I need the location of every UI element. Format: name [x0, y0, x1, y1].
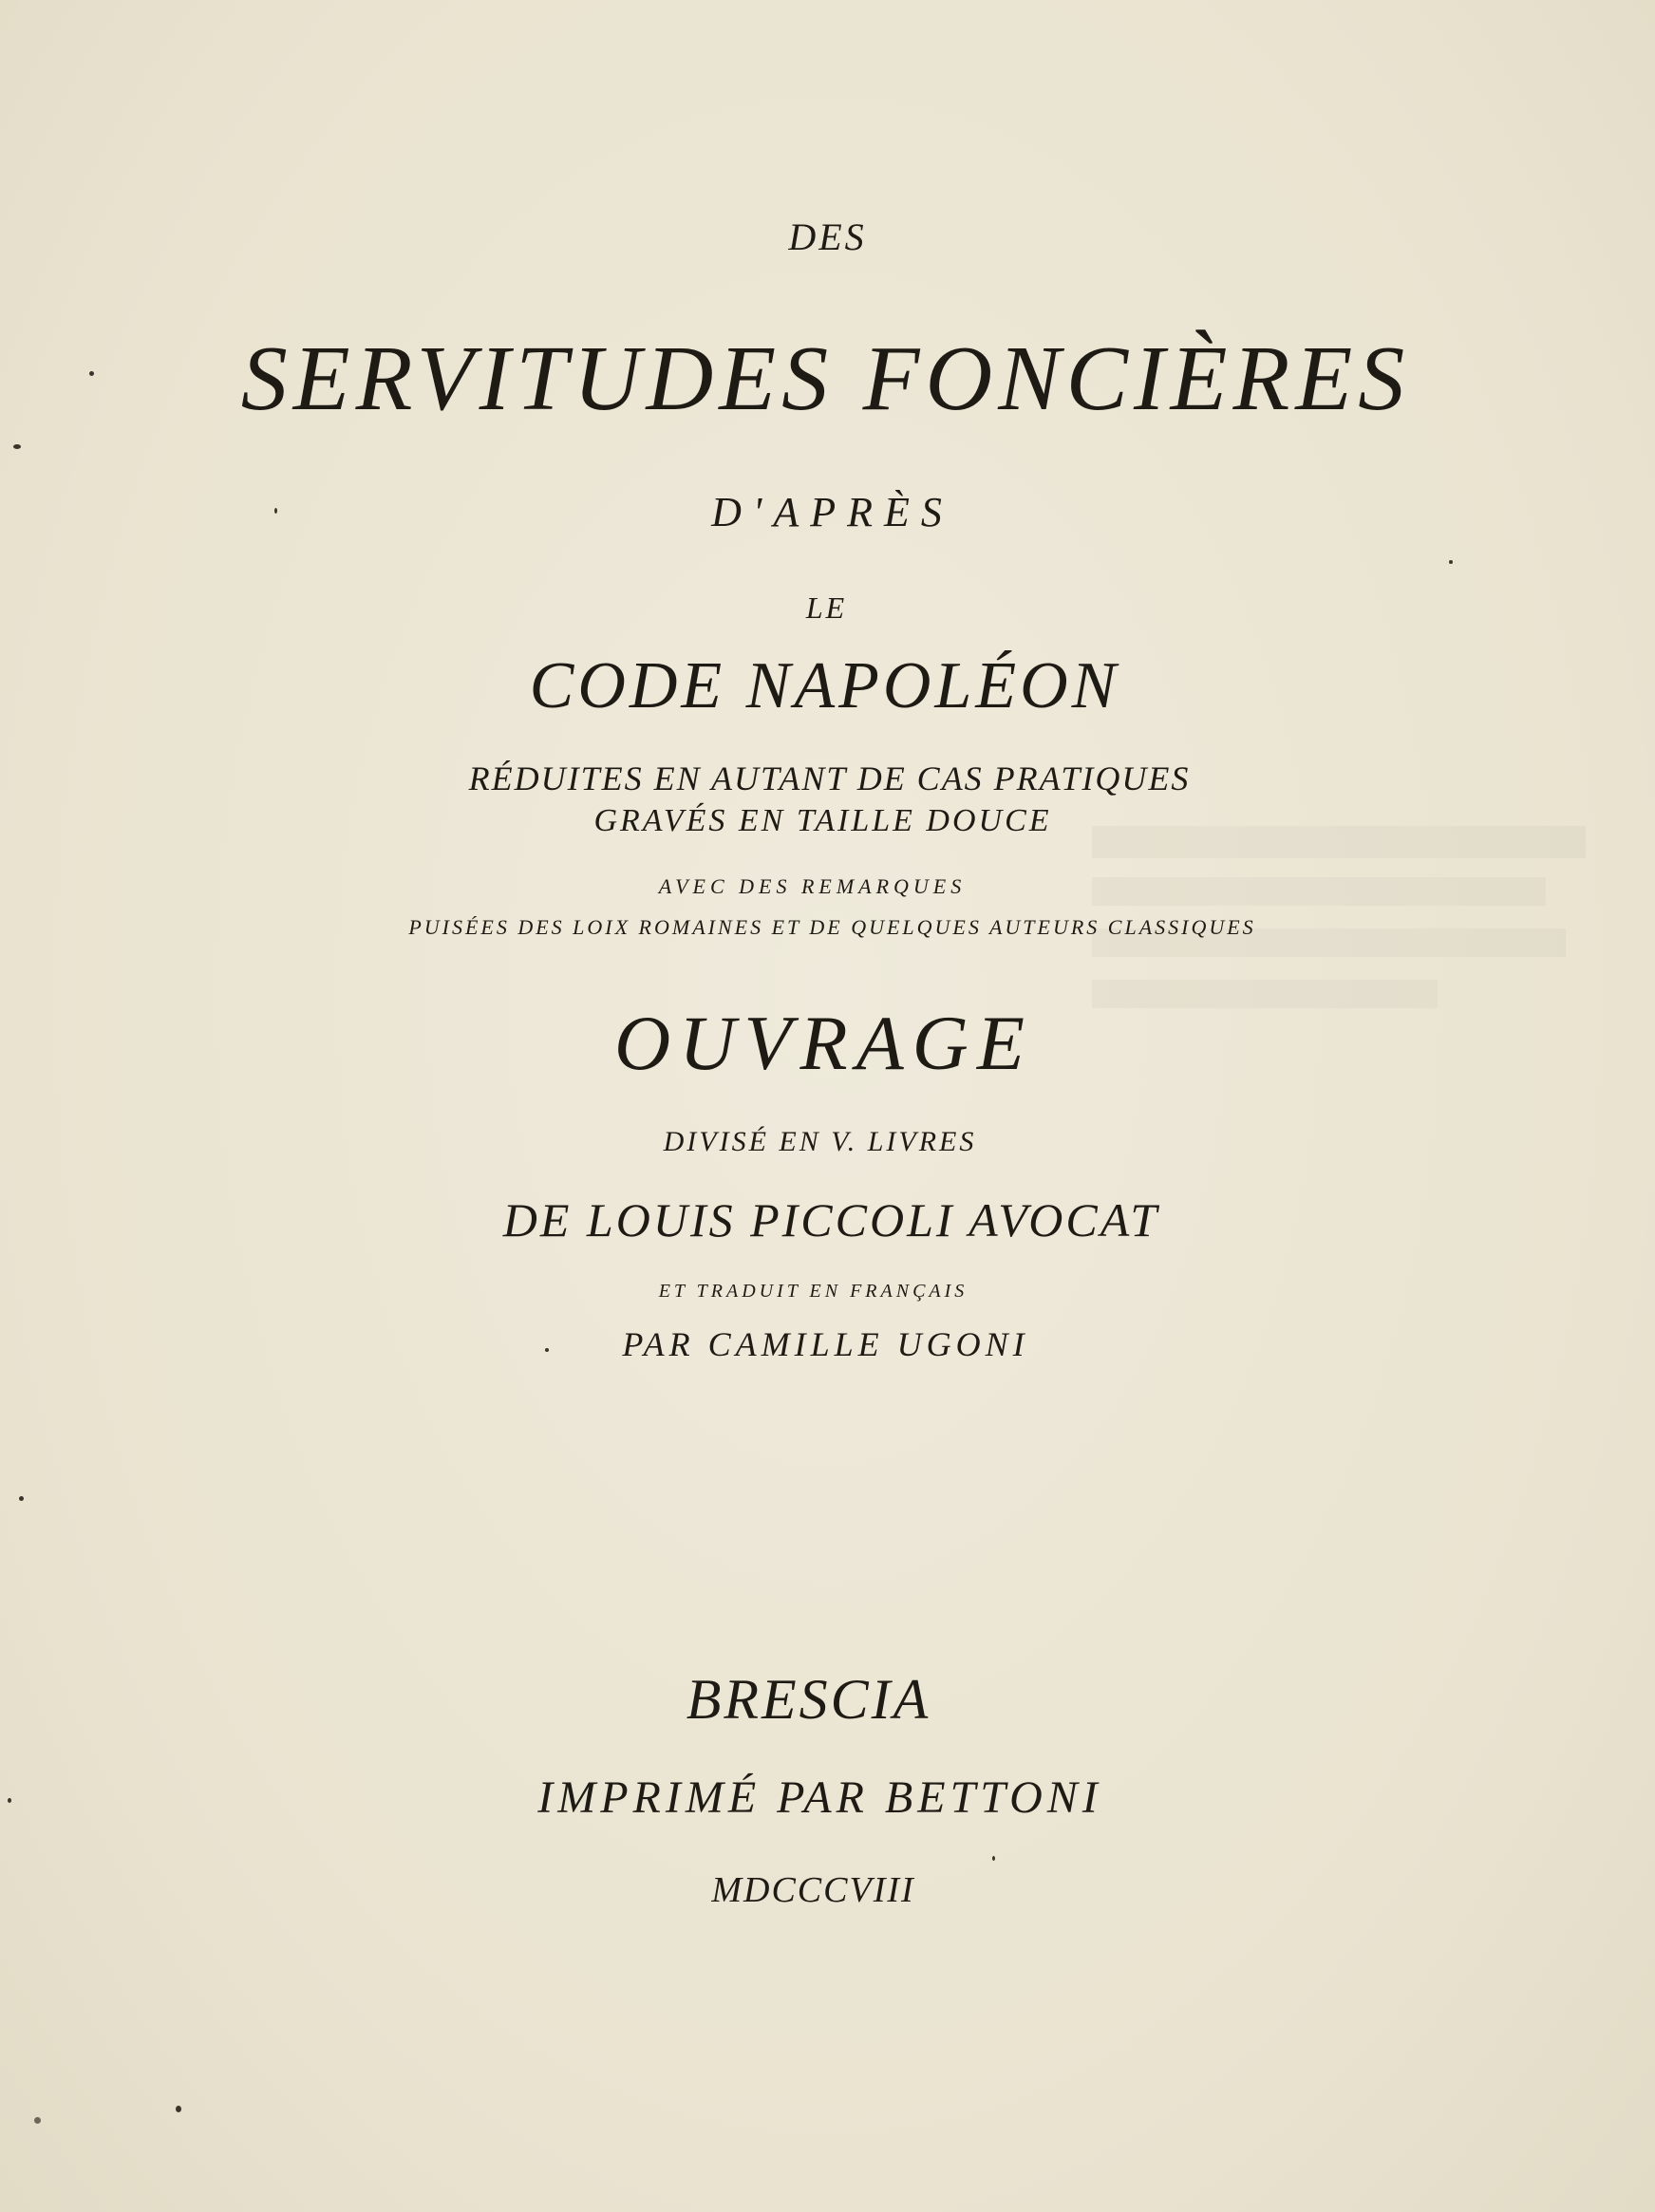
paper-speck [8, 1798, 11, 1803]
title-dapres: D'APRÈS [711, 489, 953, 535]
imprint-year: MDCCCVIII [711, 1870, 915, 1910]
paper-speck [89, 371, 94, 376]
paper-speck [1449, 560, 1453, 564]
divise-en-livres: DIVISÉ EN V. LIVRES [663, 1126, 977, 1157]
author-line: DE LOUIS PICCOLI AVOCAT [502, 1193, 1160, 1247]
paper-speck [19, 1496, 24, 1501]
imprint-city: BRESCIA [686, 1668, 931, 1731]
ouvrage: OUVRAGE [613, 1000, 1033, 1086]
remarks-line-1: AVEC DES REMARQUES [658, 874, 967, 898]
paper-speck [176, 2106, 181, 2112]
remarks-line-2: PUISÉES DES LOIX ROMAINES ET DE QUELQUES AUTEURS CLASSIQUES [408, 915, 1256, 939]
translated-line: ET TRADUIT EN FRANÇAIS [658, 1281, 969, 1302]
paper-speck [34, 2117, 41, 2124]
subtitle-line-2: GRAVÉS EN TAILLE DOUCE [593, 803, 1052, 838]
imprint-printer: IMPRIMÉ PAR BETTONI [537, 1772, 1102, 1823]
translator-line: PAR CAMILLE UGONI [622, 1325, 1029, 1363]
title-des: DES [788, 216, 867, 258]
main-title: SERVITUDES FONCIÈRES [240, 328, 1411, 430]
subtitle-line-1: RÉDUITES EN AUTANT DE CAS PRATIQUES [468, 759, 1191, 797]
paper-speck [545, 1348, 549, 1352]
paper-speck [274, 508, 277, 514]
code-napoleon: CODE NAPOLÉON [529, 649, 1120, 722]
paper-speck [13, 444, 21, 449]
paper-speck [992, 1856, 995, 1861]
title-le: LE [805, 590, 848, 625]
